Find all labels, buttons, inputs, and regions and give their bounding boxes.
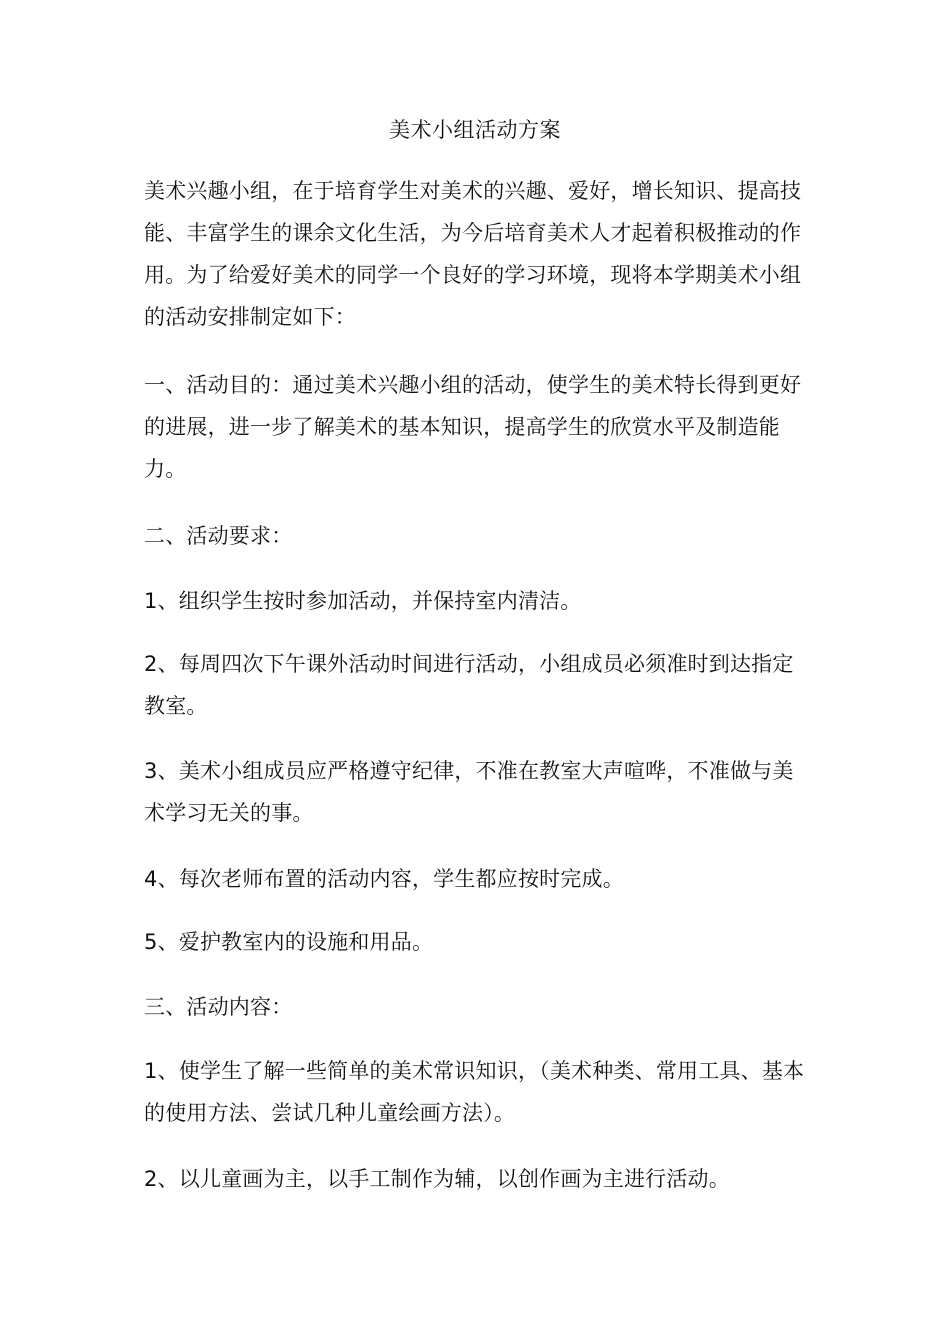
content-item: 1、使学生了解一些简单的美术常识知识，（美术种类、常用工具、基本的使用方法、尝试几种儿童绘画方法）。 [144,1059,805,1125]
requirement-item: 5、爱护教室内的设施和用品。 [144,930,434,954]
requirement-item: 3、美术小组成员应严格遵守纪律，不准在教室大声喧哗，不准做与美术学习无关的事。 [144,759,794,825]
requirement-item: 1、组织学生按时参加活动，并保持室内清洁。 [144,589,582,613]
section-2-heading: 二、活动要求： [144,524,293,548]
requirement-item: 2、每周四次下午课外活动时间进行活动，小组成员必须准时到达指定教室。 [144,652,794,718]
content-item: 2、以儿童画为主，以手工制作为辅，以创作画为主进行活动。 [144,1167,730,1191]
requirement-item: 4、每次老师布置的活动内容，学生都应按时完成。 [144,867,624,891]
document-title: 美术小组活动方案 [389,118,561,142]
section-3-heading: 三、活动内容： [144,995,293,1019]
section-1-paragraph: 一、活动目的：通过美术兴趣小组的活动，使学生的美术特长得到更好的进展，进一步了解美术的基本知识，提高学生的欣赏水平及制造能力。 [144,373,802,481]
intro-paragraph: 美术兴趣小组，在于培育学生对美术的兴趣、爱好，增长知识、提高技能、丰富学生的课余文化生活，为今后培育美术人才起着积极推动的作用。为了给爱好美术的同学一个良好的学习环境，现将本学期美术小组的活动安排制定如下： [144,179,802,329]
